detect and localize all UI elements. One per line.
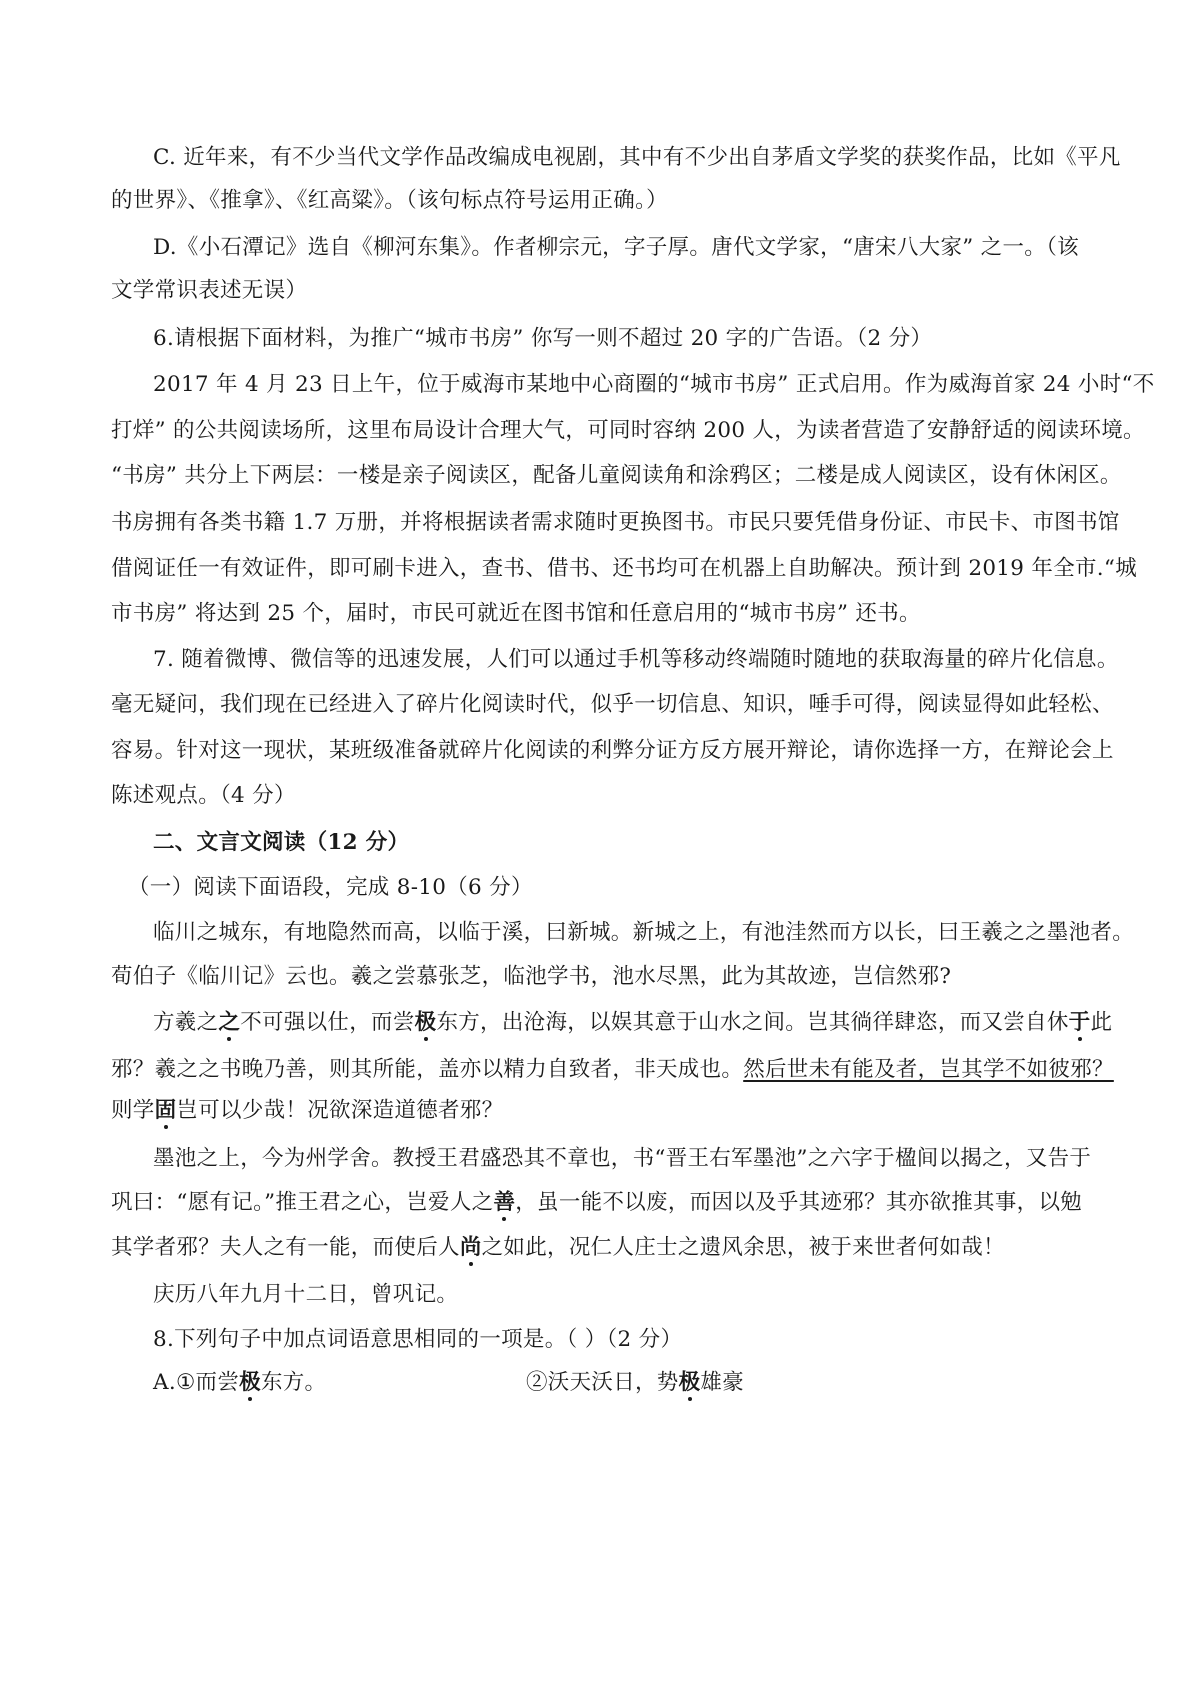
passage-p2-line-2 — [111, 1055, 1114, 1085]
passage-p1-line: 荀伯子《临川记》云也。羲之尝慕张芝，临池学书，池水尽黑，此为其故迹，岂信然邪? — [111, 964, 952, 989]
q6-material-line: 借阅证任一有效证件，即可刷卡进入，查书、借书、还书均可在机器上自助解决。预计到 2019 年全市.“城 — [111, 556, 1138, 581]
passage-p3-line-3 — [111, 1233, 1005, 1263]
dotted-word: 极 — [239, 1370, 261, 1395]
q8-stem: 8.下列句子中加点词语意思相同的一项是。（ ）（2 分） — [153, 1327, 683, 1352]
q6-material-line: 打烊” 的公共阅读场所，这里布局设计合理大气，可同时容纳 200 人，为读者营造了安静舒适的阅读环境。 — [111, 418, 1145, 443]
text-segment: 此 — [1090, 1010, 1113, 1035]
dotted-word: 尚 — [459, 1235, 482, 1260]
q6-material-line: 书房拥有各类书籍 1.7 万册，并将根据读者需求随时更换图书。市民只要凭借身份证、市民卡、市图书馆 — [111, 510, 1120, 535]
text-segment: 东方。 — [260, 1370, 327, 1395]
q7-line: 容易。针对这一现状，某班级准备就碎片化阅读的利弊分证方反方展开辩论，请你选择一方，在辩论会上 — [111, 738, 1114, 763]
dotted-word: 于 — [1068, 1010, 1091, 1035]
section-2-subtitle: （一）阅读下面语段，完成 8-10（6 分） — [128, 875, 533, 900]
text-segment: ②沃天沃日，势 — [526, 1370, 679, 1395]
dotted-word: 固 — [154, 1098, 177, 1123]
option-a-part-1 — [153, 1370, 326, 1395]
text-segment: 雄豪 — [700, 1370, 745, 1395]
text-segment: 方羲之 — [153, 1010, 219, 1035]
dotted-word: 之 — [218, 1010, 241, 1035]
q6-material-line: 2017 年 4 月 23 日上午，位于威海市某地中心商圈的“城市书房” 正式启用。作为威海首家 24 小时“不 — [153, 372, 1155, 397]
q5-option-c-line-2: 的世界》、《推拿》、《红高粱》。（该句标点符号运用正确。） — [111, 188, 668, 213]
text-segment: 则学 — [111, 1098, 155, 1123]
q8-option-a — [153, 1368, 753, 1398]
text-segment: 邪？羲之之书晚乃善，则其所能，盖亦以精力自致者，非天成也。 — [111, 1057, 744, 1082]
q7-line: 毫无疑问，我们现在已经进入了碎片化阅读时代，似乎一切信息、知识，唾手可得，阅读显得如此轻松、 — [111, 692, 1114, 717]
option-a-part-2 — [526, 1368, 744, 1398]
q5-option-c-line-1: C. 近年来，有不少当代文学作品改编成电视剧，其中有不少出自茅盾文学奖的获奖作品，比如《平凡 — [153, 145, 1121, 170]
text-segment: 之如此，况仁人庄士之遗风余思，被于来世者何如哉！ — [481, 1235, 1005, 1260]
section-2-title: 二、文言文阅读（12 分） — [153, 830, 410, 855]
dotted-word: 极 — [678, 1370, 701, 1395]
q6-stem: 6.请根据下面材料，为推广“城市书房” 你写一则不超过 20 字的广告语。（2 分） — [153, 326, 933, 351]
text-segment: 不可强以仕，而尝 — [240, 1010, 415, 1035]
text-segment: 岂可以少哉！况欲深造道德者邪？ — [176, 1098, 504, 1123]
passage-date-line: 庆历八年九月十二日，曾巩记。 — [153, 1282, 459, 1307]
q7-line: 陈述观点。（4 分） — [111, 783, 296, 808]
q5-option-d-line-2: 文学常识表述无误） — [111, 278, 308, 303]
q5-option-d-line-1: D.《小石潭记》选自《柳河东集》。作者柳宗元，字子厚。唐代文学家，“唐宋八大家” 之一。（该 — [153, 235, 1079, 260]
text-segment: 其学者邪？夫人之有一能，而使后人 — [111, 1235, 460, 1260]
passage-p2-line-3 — [111, 1096, 503, 1126]
q6-material-line: “书房” 共分上下两层：一楼是亲子阅读区，配备儿童阅读角和涂鸦区；二楼是成人阅读区，设有休闲区。 — [111, 463, 1122, 488]
q6-material-line: 市书房” 将达到 25 个，届时，市民可就近在图书馆和任意启用的“城市书房” 还书。 — [111, 601, 921, 626]
text-segment: 巩曰：“愿有记。”推王君之心，岂爱人之 — [111, 1190, 494, 1215]
passage-p1-line: 临川之城东，有地隐然而高，以临于溪，曰新城。新城之上，有池洼然而方以长，曰王羲之之墨池者。 — [153, 920, 1135, 945]
text-segment: 东方，出沧海，以娱其意于山水之间。岂其徜徉肆恣，而又尝自休 — [436, 1010, 1069, 1035]
text-segment: ，虽一能不以废，而因以及乎其迹邪？其亦欲推其事，以勉 — [515, 1190, 1083, 1215]
dotted-word: 极 — [414, 1010, 437, 1035]
passage-p2-line-1 — [153, 1008, 1112, 1038]
q7-line: 7. 随着微博、微信等的迅速发展，人们可以通过手机等移动终端随时随地的获取海量的碎片化信息。 — [153, 647, 1119, 672]
passage-p3-line-1: 墨池之上，今为州学舍。教授王君盛恐其不章也，书“晋王右军墨池”之六字于楹间以揭之，又告于 — [153, 1146, 1092, 1171]
dotted-word: 善 — [493, 1190, 516, 1215]
text-segment: A.①而尝 — [153, 1370, 240, 1395]
underlined-sentence: 然后世未有能及者，岂其学不如彼邪？ — [743, 1057, 1114, 1082]
passage-p3-line-2 — [111, 1188, 1082, 1218]
